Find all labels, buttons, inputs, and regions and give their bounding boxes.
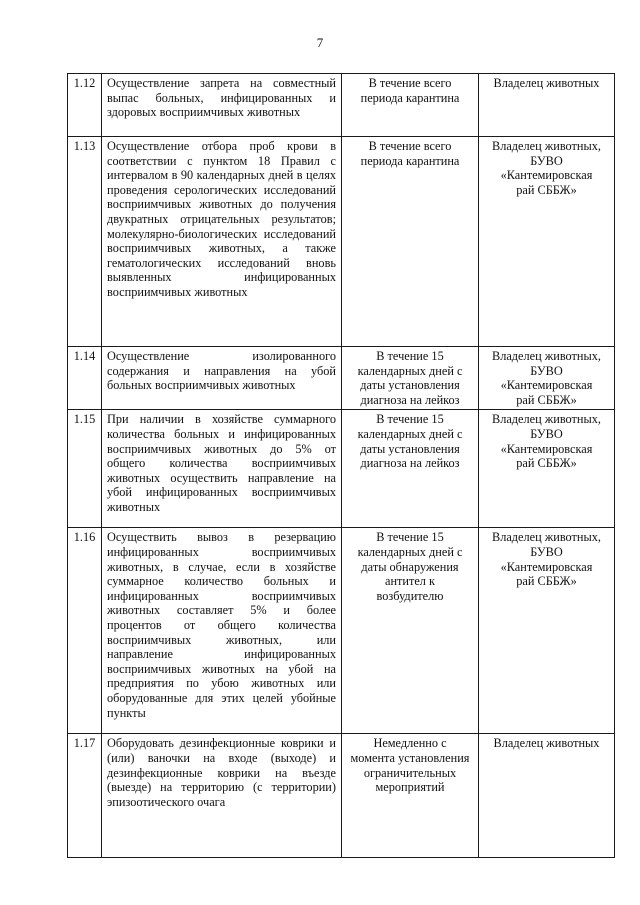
measures-table xyxy=(67,73,615,858)
term-cell: В течение 15 календарных дней с даты обнаружения антител к возбудителю xyxy=(342,528,479,734)
row-number: 1.16 xyxy=(68,528,102,734)
action-cell: Осуществление изолированного содержания и направления на убой больных восприимчивых животных xyxy=(102,347,342,410)
table-row xyxy=(68,734,615,858)
responsible-cell: Владелец животных, БУВО «Кантемировская рай СББЖ» xyxy=(479,137,615,347)
responsible-cell: Владелец животных, БУВО «Кантемировская рай СББЖ» xyxy=(479,347,615,410)
responsible-cell: Владелец животных, БУВО «Кантемировская рай СББЖ» xyxy=(479,410,615,528)
table-row xyxy=(68,74,615,137)
action-cell: Осуществить вывоз в резервацию инфицированных восприимчивых животных, в случае, если в хозяйстве суммарное количество больных и инфицированных восприимчивых животных составляет 5% и более процентов от общего количества восприимчивых животных, или направление инфицированных восприимчивых животных на убой на предприятия по убою животных или оборудованные для этих целей убойные пункты xyxy=(102,528,342,734)
row-number: 1.14 xyxy=(68,347,102,410)
table-row xyxy=(68,528,615,734)
table-row xyxy=(68,347,615,410)
responsible-cell: Владелец животных xyxy=(479,74,615,137)
responsible-cell: Владелец животных xyxy=(479,734,615,858)
action-cell: Осуществление запрета на совместный выпас больных, инфицированных и здоровых восприимчивых животных xyxy=(102,74,342,137)
row-number: 1.17 xyxy=(68,734,102,858)
responsible-cell: Владелец животных, БУВО «Кантемировская рай СББЖ» xyxy=(479,528,615,734)
action-cell: Оборудовать дезинфекционные коврики и (или) ваночки на входе (выходе) и дезинфекционные коврики на въезде (выезде) на территорию (с территории) эпизоотического очага xyxy=(102,734,342,858)
action-cell: Осуществление отбора проб крови в соответствии с пунктом 18 Правил с интервалом в 90 календарных дней в целях проведения серологических исследований восприимчивых животных до получения двукратных отрицательных результатов; молекулярно-биологических исследований восприимчивых животных, а также гематологических исследований вновь выявленных инфицированных восприимчивых животных xyxy=(102,137,342,347)
row-number: 1.15 xyxy=(68,410,102,528)
row-number: 1.13 xyxy=(68,137,102,347)
term-cell: В течение 15 календарных дней с даты установления диагноза на лейкоз xyxy=(342,410,479,528)
row-number: 1.12 xyxy=(68,74,102,137)
term-cell: В течение всего периода карантина xyxy=(342,74,479,137)
term-cell: В течение 15 календарных дней с даты установления диагноза на лейкоз xyxy=(342,347,479,410)
table-row xyxy=(68,410,615,528)
term-cell: Немедленно с момента установления ограничительных мероприятий xyxy=(342,734,479,858)
action-cell: При наличии в хозяйстве суммарного количества больных и инфицированных восприимчивых животных до 5% от общего количества восприимчивых животных осуществить направление на убой инфицированных восприимчивых животных xyxy=(102,410,342,528)
page-number: 7 xyxy=(316,35,324,50)
term-cell: В течение всего периода карантина xyxy=(342,137,479,347)
table-row xyxy=(68,137,615,347)
